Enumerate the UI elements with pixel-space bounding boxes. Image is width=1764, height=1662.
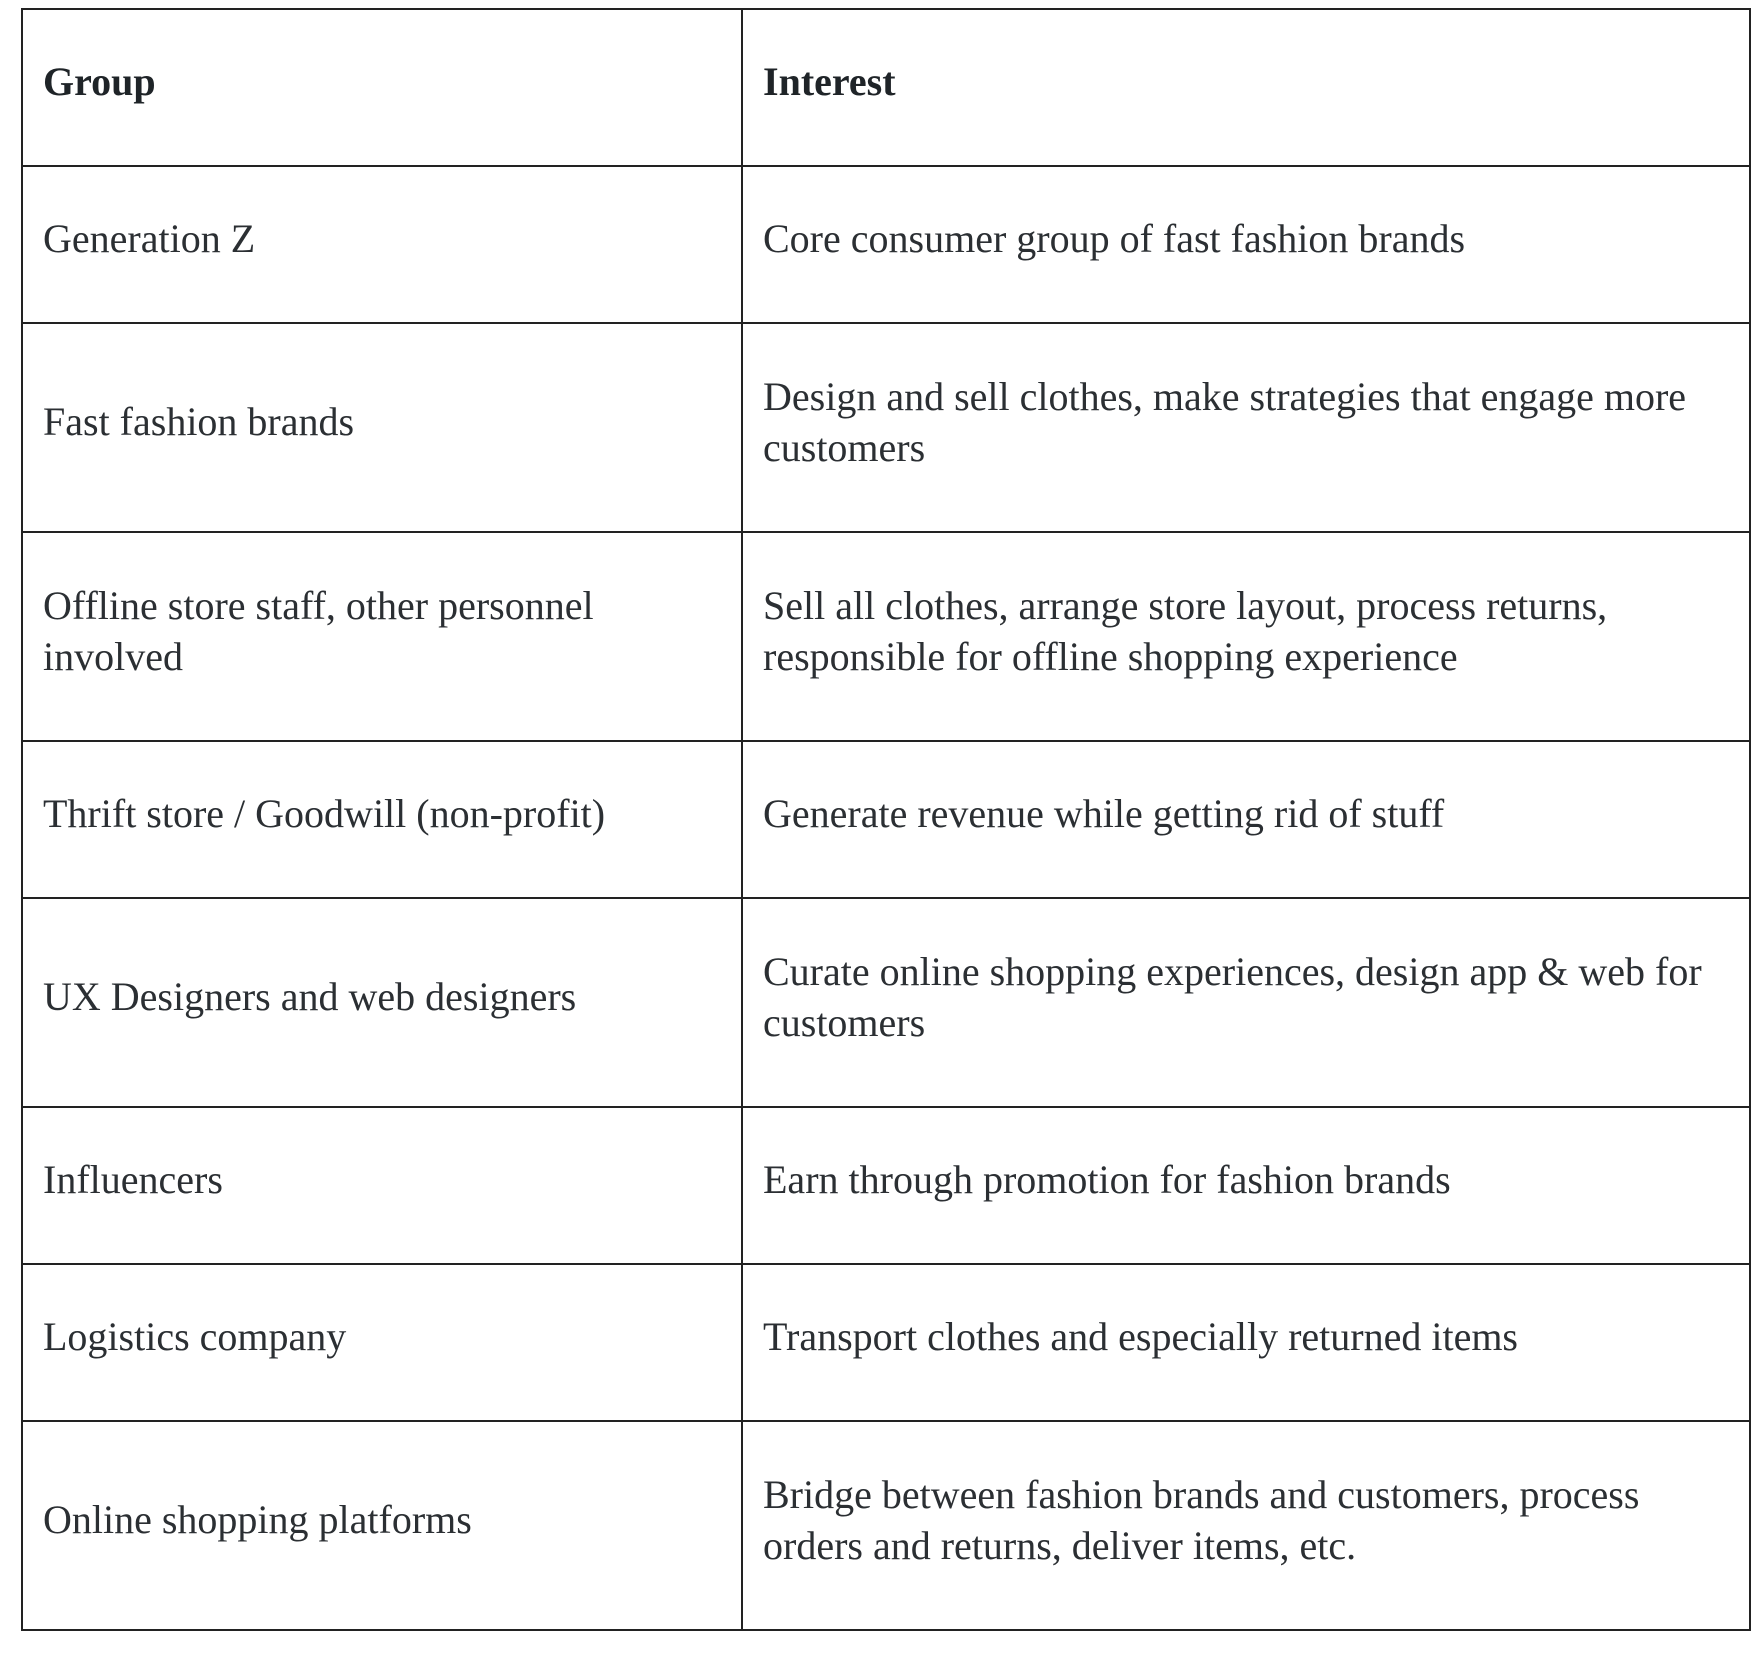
cell-interest: Generate revenue while getting rid of stuff — [742, 741, 1750, 898]
table-header-row — [22, 9, 1750, 166]
table-row — [22, 1264, 1750, 1421]
table-row — [22, 323, 1750, 532]
cell-interest: Transport clothes and especially returned items — [742, 1264, 1750, 1421]
cell-group: Offline store staff, other personnel involved — [22, 532, 742, 741]
table-row — [22, 741, 1750, 898]
cell-group: Online shopping platforms — [22, 1421, 742, 1630]
cell-group: Logistics company — [22, 1264, 742, 1421]
stakeholder-table — [21, 8, 1751, 1631]
table-row — [22, 1107, 1750, 1264]
table-row — [22, 898, 1750, 1107]
cell-interest: Design and sell clothes, make strategies that engage more customers — [742, 323, 1750, 532]
table-row — [22, 166, 1750, 323]
cell-interest: Core consumer group of fast fashion brands — [742, 166, 1750, 323]
header-interest: Interest — [742, 9, 1750, 166]
table-row — [22, 1421, 1750, 1630]
cell-group: Generation Z — [22, 166, 742, 323]
cell-interest: Earn through promotion for fashion brands — [742, 1107, 1750, 1264]
cell-group: UX Designers and web designers — [22, 898, 742, 1107]
cell-group: Thrift store / Goodwill (non-profit) — [22, 741, 742, 898]
cell-interest: Curate online shopping experiences, design app & web for customers — [742, 898, 1750, 1107]
cell-interest: Sell all clothes, arrange store layout, process returns, responsible for offline shopping experience — [742, 532, 1750, 741]
cell-group: Fast fashion brands — [22, 323, 742, 532]
header-group: Group — [22, 9, 742, 166]
cell-interest: Bridge between fashion brands and customers, process orders and returns, deliver items, etc. — [742, 1421, 1750, 1630]
table-row — [22, 532, 1750, 741]
cell-group: Influencers — [22, 1107, 742, 1264]
